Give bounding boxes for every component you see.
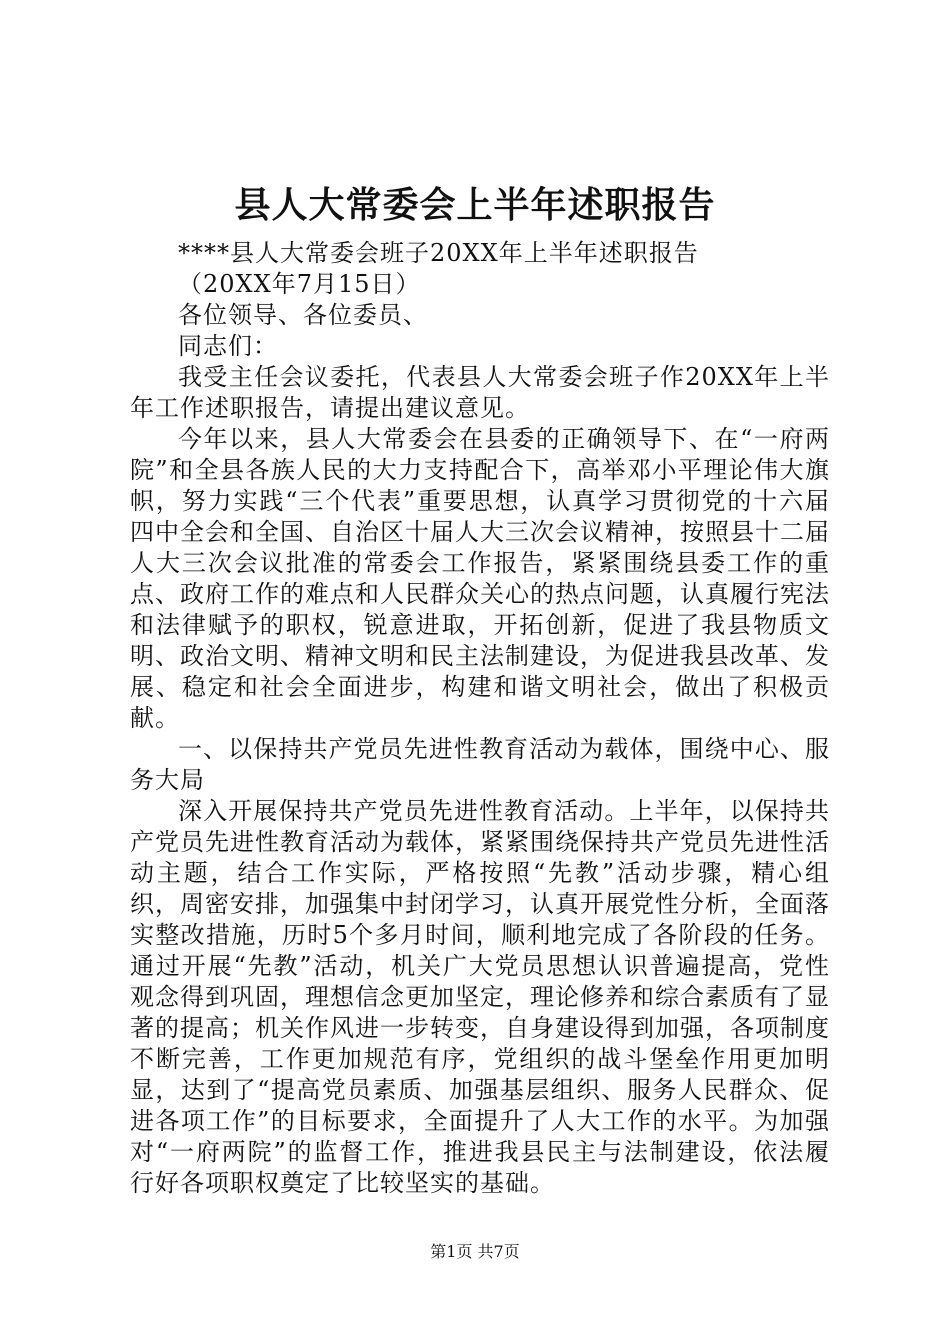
document-title: 县人大常委会上半年述职报告 [234,184,716,226]
page-number-footer: 第1页 共7页 [430,1242,520,1261]
section-heading-1: 一、以保持共产党员先进性教育活动为载体，围绕中心、服务大局 [130,735,830,794]
document-body [130,238,830,1199]
paragraph-overview: 今年以来，县人大常委会在县委的正确领导下、在“一府两院”和全县各族人民的大力支持配合下，高举邓小平理论伟大旗帜，努力实践“三个代表”重要思想，认真学习贯彻党的十六届四中全会和全国、自治区十届人大三次会议精神，按照县十二届人大三次会议批准的常委会工作报告，紧紧围绕县委工作的重点、政府工作的难点和人民群众关心的热点问题，认真履行宪法和法律赋予的职权，锐意进取，开拓创新，促进了我县物质文明、政治文明、精神文明和民主法制建设，为促进我县改革、发展、稳定和社会全面进步，构建和谐文明社会，做出了积极贡献。 [130,425,830,732]
report-date: （20XX年7月15日） [178,270,421,298]
salutation-line-2: 同志们： [178,332,278,360]
report-subtitle: ****县人大常委会班子20XX年上半年述职报告 [178,239,699,267]
paragraph-section-1: 深入开展保持共产党员先进性教育活动。上半年，以保持共产党员先进性教育活动为载体，紧紧围绕保持共产党员先进性活动主题，结合工作实际，严格按照“先教”活动步骤，精心组织，周密安排，加强集中封闭学习，认真开展党性分析，全面落实整改措施，历时5个多月时间，顺利地完成了各阶段的任务。通过开展“先教”活动，机关广大党员思想认识普遍提高，党性观念得到巩固，理想信念更加坚定，理论修养和综合素质有了显著的提高；机关作风进一步转变，自身建设得到加强，各项制度不断完善，工作更加规范有序，党组织的战斗堡垒作用更加明显，达到了“提高党员素质、加强基层组织、服务人民群众、促进各项工作”的目标要求，全面提升了人大工作的水平。为加强对“一府两院”的监督工作，推进我县民主与法制建设，依法履行好各项职权奠定了比较坚实的基础。 [130,797,830,1197]
paragraph-intro: 我受主任会议委托，代表县人大常委会班子作20XX年上半年工作述职报告，请提出建议意见。 [130,363,830,422]
salutation-line-1: 各位领导、各位委员、 [178,301,428,329]
